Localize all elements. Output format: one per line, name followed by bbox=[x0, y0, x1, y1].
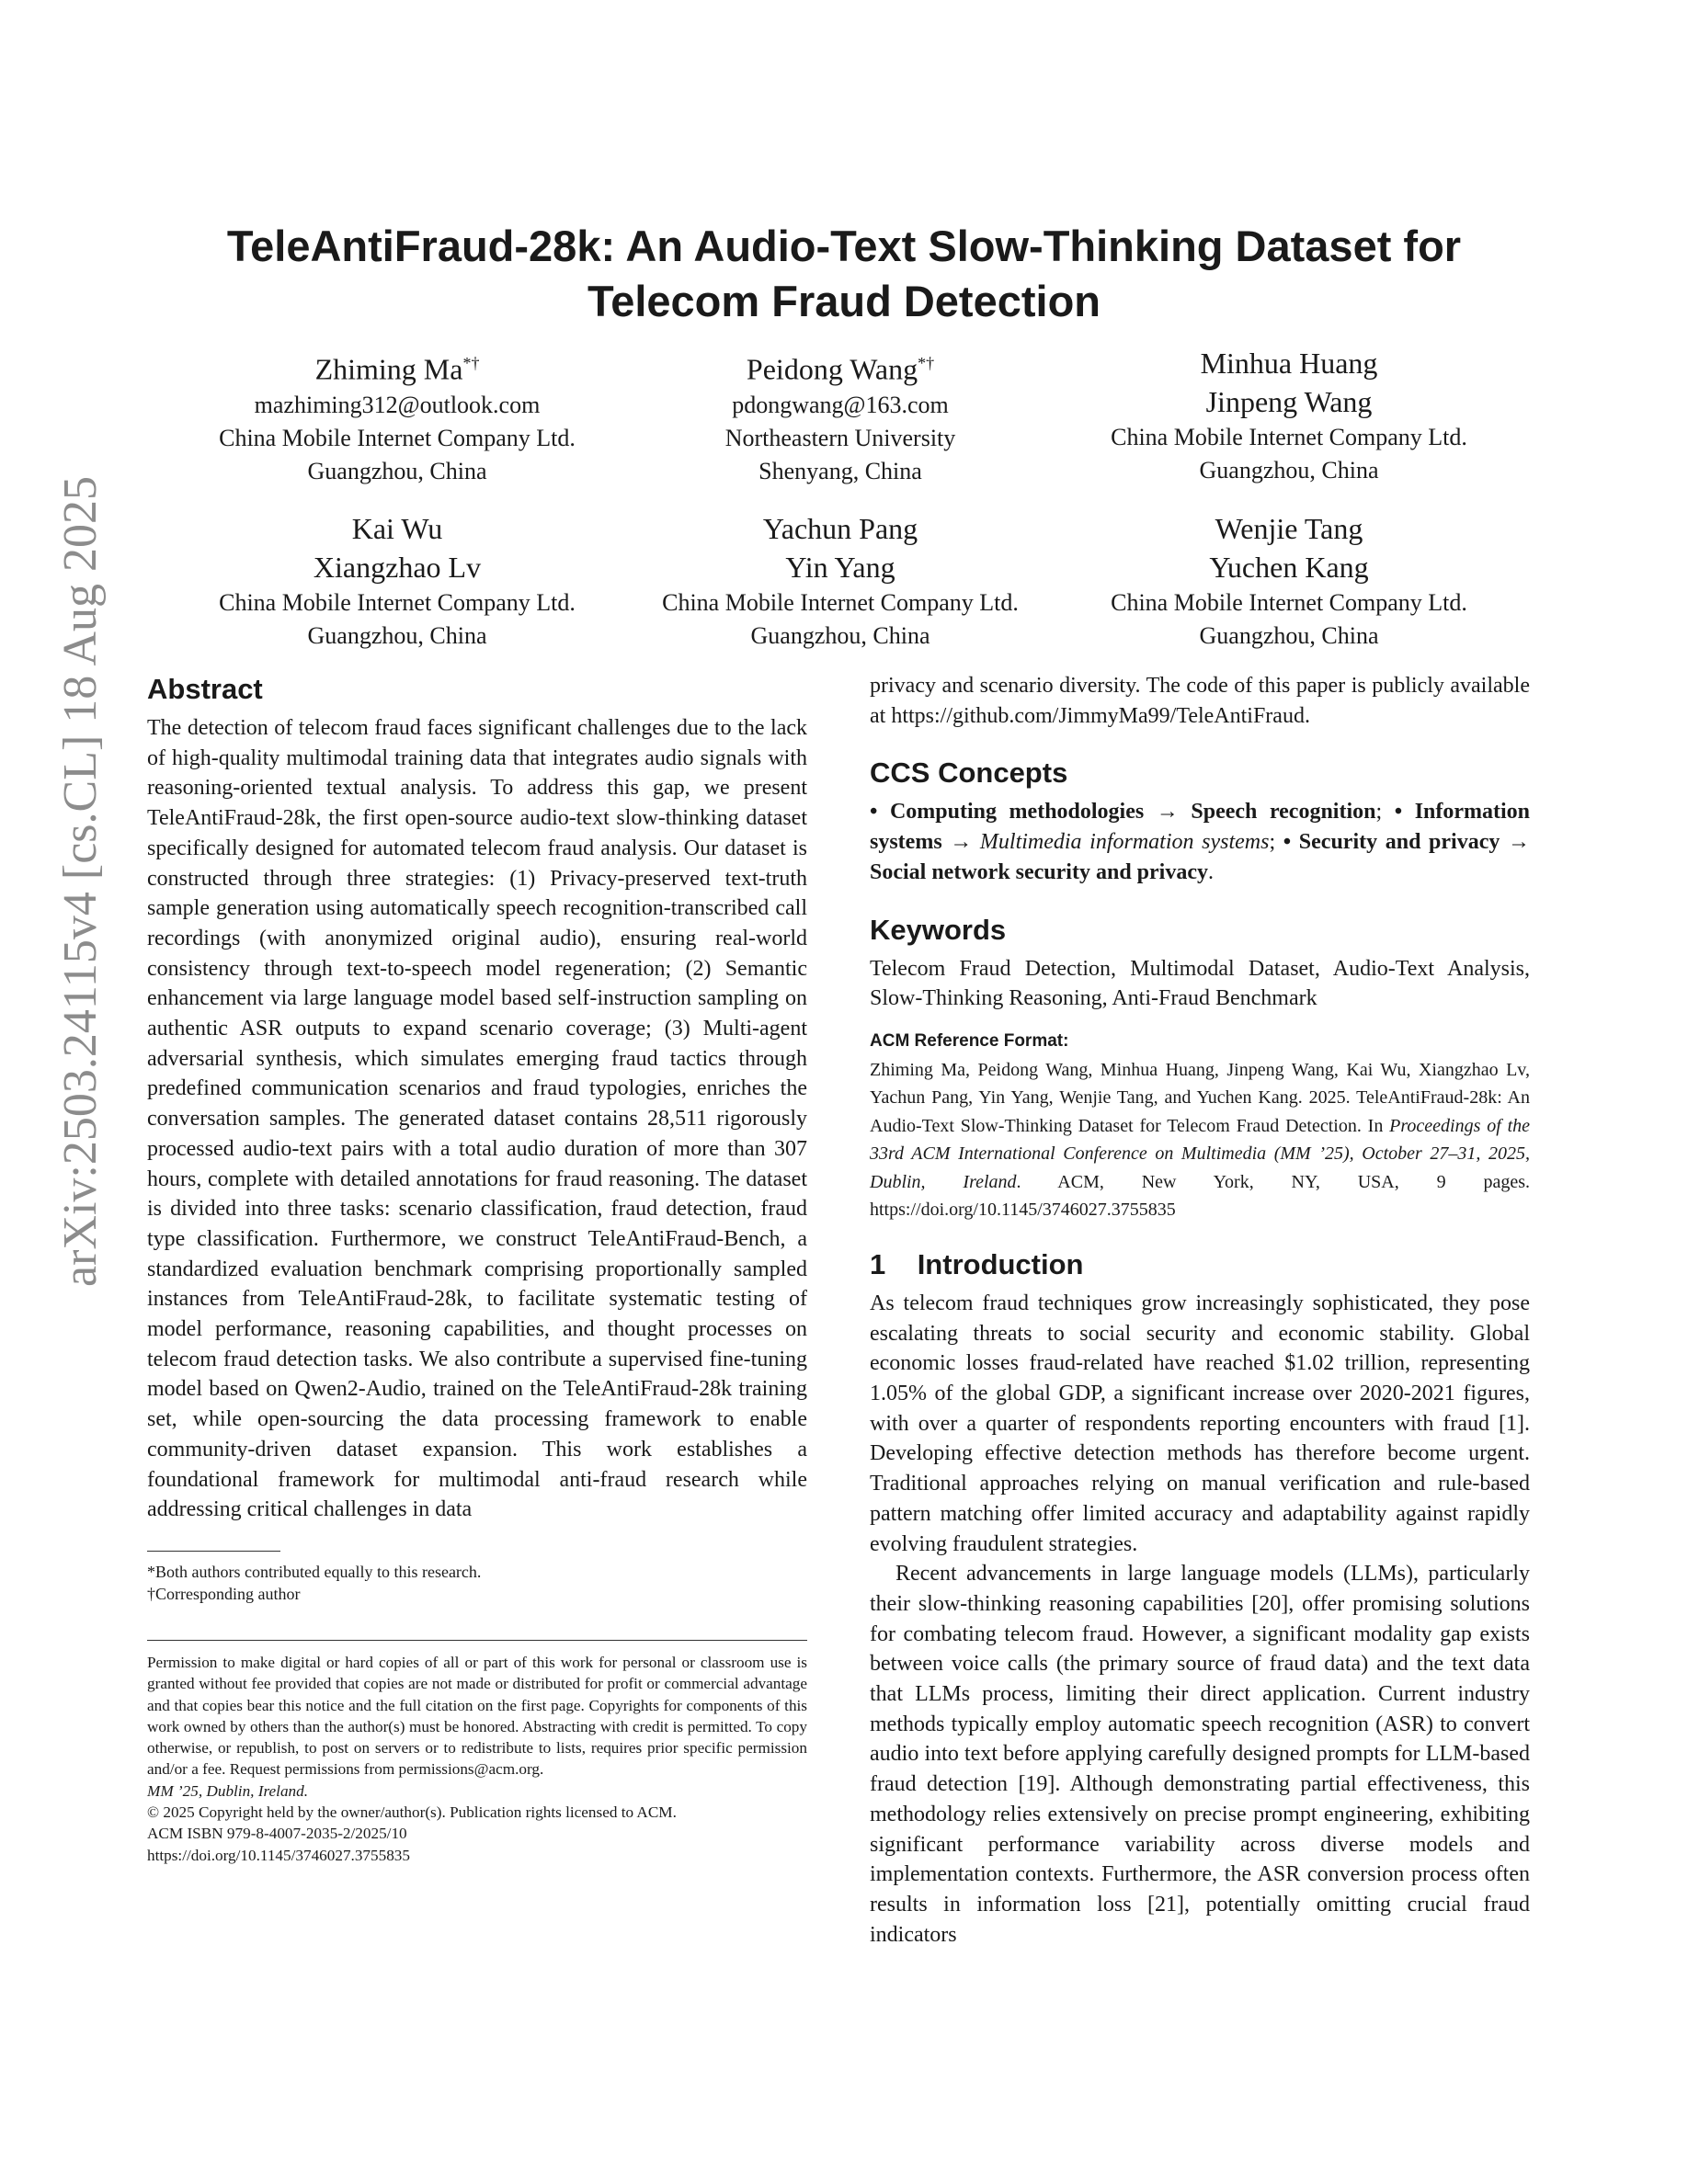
author-name: Yachun Pang bbox=[762, 512, 918, 545]
permission-notice: Permission to make digital or hard copies of all or part of this work for personal or classroom use is granted without fee provided that copies are not made or distributed for profit or commercial advantage and that copies bear this notice and the full citation on the first page. Copyrights for components of this work owned by others than the author(s) must be honored. Abstracting with credit is permitted. To copy otherwise, or republish, to post on servers or to redistribute to lists, requires prior specific permission and/or a fee. Request permissions from permissions@acm.org. bbox=[147, 1653, 807, 1779]
ccs-arrow: → bbox=[1144, 800, 1192, 825]
acm-reference-part-1: Zhiming Ma, Peidong Wang, Minhua Huang, Jinpeng Wang, Kai Wu, Xiangzhao Lv, Yachun Pang, Yin Yang, Wenjie Tang, and Yuchen Kang. 2025. TeleAntiFraud-28k: An Audio-Text Slow-Thinking Dataset for Telecom Fraud Detection. In bbox=[870, 1059, 1530, 1136]
ccs-term: • Information systems bbox=[870, 800, 1531, 855]
author-name: Jinpeng Wang bbox=[1205, 385, 1373, 418]
acm-reference bbox=[870, 1056, 1530, 1224]
ccs-separator: ; bbox=[1375, 800, 1395, 825]
keywords-heading: Keywords bbox=[870, 913, 1007, 946]
abstract-continued: privacy and scenario diversity. The code of this paper is publicly available at https://github.com/JimmyMa99/TeleAntiFraud. bbox=[870, 674, 1530, 728]
ccs-term: Speech recognition bbox=[1191, 800, 1376, 825]
introduction-paragraph-1: As telecom fraud techniques grow increasingly sophisticated, they pose escalating threats to social security and economic stability. Global economic losses fraud-related have reached $1.02 trillion, representing 1.05% of the global GDP, a significant increase over 2020-2021 figures, with over a quarter of respondents reporting encounters with fraud [1]. Developing effective detection methods has therefore become urgent. Traditional approaches relying on manual verification and rule-based pattern matching offer limited accuracy and adaptability against rapidly evolving fraudulent strategies. bbox=[870, 1291, 1530, 1556]
left-column bbox=[147, 671, 807, 1866]
doi-link[interactable]: https://doi.org/10.1145/3746027.3755835 bbox=[147, 1846, 410, 1864]
acm-reference-label: ACM Reference Format: bbox=[870, 1030, 1069, 1051]
author-affiliation: China Mobile Internet Company Ltd. bbox=[219, 589, 576, 616]
footnote-corresponding: †Corresponding author bbox=[147, 1584, 301, 1603]
author-affiliation: Northeastern University bbox=[724, 424, 956, 451]
ccs-term: Multimedia information systems bbox=[979, 830, 1270, 855]
acm-reference-proceedings: Proceedings of the 33rd ACM International Conference on Multimedia (MM ’25), October 27–31, 2025, Dublin, Ireland bbox=[870, 1115, 1530, 1192]
abstract-heading: Abstract bbox=[147, 673, 263, 705]
author-location: Guangzhou, China bbox=[307, 457, 487, 484]
paper-title bbox=[147, 219, 1541, 329]
acm-reference-part-2: . ACM, New York, NY, USA, 9 pages. https://doi.org/10.1145/3746027.3755835 bbox=[870, 1171, 1530, 1221]
author-block-1 bbox=[140, 344, 655, 488]
permission-divider bbox=[147, 1640, 807, 1641]
author-location: Shenyang, China bbox=[758, 457, 922, 484]
ccs-heading: CCS Concepts bbox=[870, 756, 1068, 790]
introduction-heading: 1 Introduction bbox=[870, 1247, 1084, 1280]
footnote-divider bbox=[147, 1551, 280, 1552]
author-affiliation: China Mobile Internet Company Ltd. bbox=[1111, 424, 1467, 450]
author-affiliation: China Mobile Internet Company Ltd. bbox=[1111, 589, 1467, 616]
author-name: Xiangzhao Lv bbox=[313, 551, 482, 584]
author-name: Yin Yang bbox=[785, 551, 895, 584]
right-column bbox=[870, 671, 1530, 1950]
ccs-end: . bbox=[1207, 859, 1214, 884]
author-location: Guangzhou, China bbox=[307, 622, 487, 649]
paper-title-line-1: TeleAntiFraud-28k: An Audio-Text Slow-Thinking Dataset for bbox=[226, 222, 1462, 270]
author-email[interactable]: pdongwang@163.com bbox=[732, 391, 949, 418]
isbn-line: ACM ISBN 979-8-4007-2035-2/2025/10 bbox=[147, 1825, 407, 1843]
author-block-2 bbox=[583, 344, 1098, 488]
author-block-5 bbox=[583, 509, 1098, 653]
ccs-term: Social network security and privacy bbox=[870, 859, 1208, 884]
author-name: Kai Wu bbox=[351, 512, 443, 545]
author-location: Guangzhou, China bbox=[1199, 457, 1379, 483]
abstract-text: The detection of telecom fraud faces significant challenges due to the lack of high-quality multimodal training data that integrates audio signals with reasoning-oriented textual analysis. To address this gap, we present TeleAntiFraud-28k, the first open-source audio-text slow-thinking dataset specifically designed for automated telecom fraud analysis. Our dataset is constructed through three strategies: (1) Privacy-preserved text-truth sample generation using automatically speech recognition-transcribed call recordings (with anonymized original audio), ensuring real-world consistency through text-to-speech model regeneration; (2) Semantic enhancement via large language model based self-instruction sampling on authentic ASR outputs to expand scenario coverage; (3) Multi-agent adversarial synthesis, which simulates emerging fraud tactics through predefined communication scenarios and fraud typologies, enriches the conversation samples. The generated dataset contains 28,511 rigorously processed audio-text pairs with a total audio duration of more than 307 hours, complete with detailed annotations for fraud reasoning. The dataset is divided into three tasks: scenario classification, fraud detection, fraud type classification. Furthermore, we construct TeleAntiFraud-Bench, a standardized evaluation benchmark comprising proportionally sampled instances from TeleAntiFraud-28k, to facilitate systematic testing of model performance, reasoning capabilities, and thought processes on telecom fraud detection tasks. We also contribute a supervised fine-tuning model based on Qwen2-Audio, trained on the TeleAntiFraud-28k training set, while open-sourcing the data processing framework to enable community-driven dataset expansion. This work establishes a foundational framework for multimodal anti-fraud research while addressing critical challenges in data bbox=[147, 716, 807, 1522]
author-name: Minhua Huang bbox=[1200, 347, 1378, 380]
author-name: Wenjie Tang bbox=[1215, 512, 1363, 545]
author-block-3 bbox=[1032, 344, 1546, 487]
ccs-separator: ; bbox=[1269, 830, 1283, 855]
author-name: Peidong Wang bbox=[746, 352, 918, 386]
author-affiliation: China Mobile Internet Company Ltd. bbox=[662, 589, 1019, 616]
author-block-6 bbox=[1032, 509, 1546, 653]
arxiv-stamp: arXiv:2503.24115v4 [cs.CL] 18 Aug 2025 bbox=[54, 476, 107, 1287]
introduction-paragraph-2: Recent advancements in large language models (LLMs), particularly their slow-thinking reasoning capabilities [20], offer promising solutions for combating telecom fraud. However, a significant modality gap exists between voice calls (the primary source of fraud data) and the text data that LLMs process, limiting their direct application. Current industry methods typically employ automatic speech recognition (ASR) to convert audio into text before applying carefully designed prompts for LLM-based fraud detection [19]. Although demonstrating partial effectiveness, this methodology relies extensively on precise prompt engineering, exhibiting significant performance variability across diverse models and implementation contexts. Furthermore, the ASR conversion process often results in information loss [21], potentially omitting crucial fraud indicators bbox=[870, 1562, 1530, 1947]
author-location: Guangzhou, China bbox=[750, 622, 930, 649]
ccs-term: • Computing methodologies bbox=[870, 800, 1145, 825]
ccs-arrow: → bbox=[1500, 830, 1531, 855]
footnote-equal-contribution: *Both authors contributed equally to this research. bbox=[147, 1562, 482, 1581]
keywords-text: Telecom Fraud Detection, Multimodal Dataset, Audio-Text Analysis, Slow-Thinking Reasoning, Anti-Fraud Benchmark bbox=[870, 956, 1530, 1011]
author-location: Guangzhou, China bbox=[1199, 622, 1379, 649]
author-name: Zhiming Ma bbox=[314, 352, 463, 386]
author-marks: *† bbox=[462, 354, 480, 372]
venue-short: MM ’25, Dublin, Ireland. bbox=[147, 1781, 309, 1800]
author-block-4 bbox=[140, 509, 655, 653]
author-affiliation: China Mobile Internet Company Ltd. bbox=[219, 424, 576, 451]
author-marks: *† bbox=[918, 354, 935, 372]
ccs-arrow: → bbox=[941, 830, 980, 855]
paper-title-line-2: Telecom Fraud Detection bbox=[587, 277, 1101, 325]
author-name: Yuchen Kang bbox=[1209, 551, 1369, 584]
copyright-line: © 2025 Copyright held by the owner/author(s). Publication rights licensed to ACM. bbox=[147, 1803, 677, 1822]
author-email[interactable]: mazhiming312@outlook.com bbox=[254, 391, 541, 418]
ccs-concepts bbox=[870, 797, 1530, 887]
ccs-term: • Security and privacy bbox=[1283, 830, 1500, 855]
